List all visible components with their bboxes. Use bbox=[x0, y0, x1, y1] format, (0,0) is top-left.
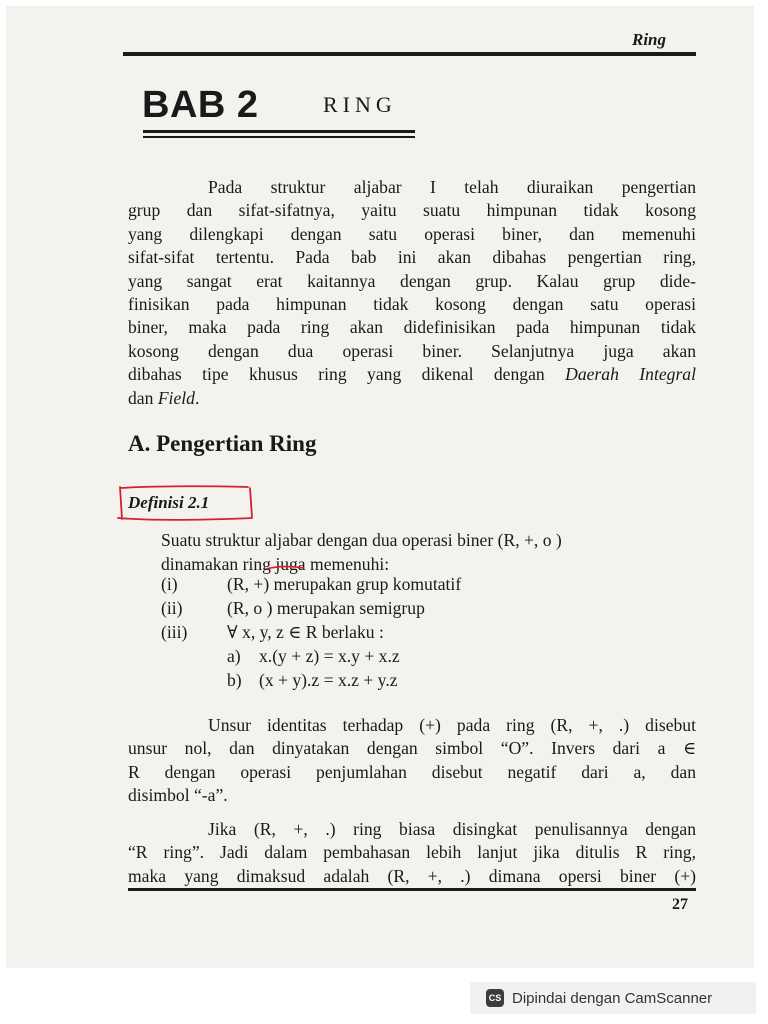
chapter-rule-thick bbox=[143, 130, 415, 133]
camscanner-icon: CS bbox=[486, 989, 504, 1007]
item-text: (R, o ) merupakan semigrup bbox=[227, 598, 425, 618]
term-daerah-integral: Daerah Integral bbox=[565, 364, 696, 385]
intro-paragraph bbox=[128, 176, 696, 410]
paragraph-line: disimbol “-a”. bbox=[128, 785, 228, 806]
paragraph-line: maka yang dimaksud adalah (R, +, .) dimana opersi biner (+) bbox=[128, 865, 696, 886]
intro-line: dan Field. bbox=[128, 387, 200, 408]
intro-line: grup dan sifat-sifatnya, yaitu suatu himpunan tidak kosong bbox=[128, 200, 696, 221]
definition-line: dinamakan ring juga memenuhi: bbox=[161, 553, 390, 574]
paragraph-line: R dengan operasi penjumlahan disebut negatif dari a, dan bbox=[128, 761, 696, 782]
item-number: (iii) bbox=[161, 622, 188, 642]
item-number: (ii) bbox=[161, 598, 183, 618]
camscanner-text: Dipindai dengan CamScanner bbox=[512, 989, 713, 1007]
chapter-number: BAB 2 bbox=[142, 84, 259, 126]
definition-line: Suatu struktur aljabar dengan dua operasi biner (R, +, o ) bbox=[161, 530, 562, 550]
definition-label: Definisi 2.1 bbox=[128, 493, 210, 512]
paragraph-line: unsur nol, dan dinyatakan dengan simbol “O”. Invers dari a ∈ bbox=[128, 738, 696, 759]
intro-line: kosong dengan dua operasi biner. Selanjutnya juga akan bbox=[128, 340, 696, 361]
paragraph-line: “R ring”. Jadi dalam pembahasan lebih lanjut jika ditulis R ring, bbox=[128, 842, 696, 863]
intro-line: yang sangat erat kaitannya dengan grup. Kalau grup dide- bbox=[128, 270, 696, 291]
header-rule bbox=[123, 52, 696, 56]
subitem-text: x.(y + z) = x.y + x.z bbox=[259, 646, 400, 666]
subitem-text: (x + y).z = x.z + y.z bbox=[259, 670, 398, 690]
paragraph-line: Unsur identitas terhadap (+) pada ring (R, +, .) disebut bbox=[208, 715, 696, 735]
running-header-title: Ring bbox=[632, 30, 667, 49]
camscanner-watermark bbox=[470, 982, 756, 1014]
notation-paragraph bbox=[128, 818, 696, 888]
term-field: Field bbox=[157, 387, 195, 408]
paragraph-line: Jika (R, +, .) ring biasa disingkat penulisannya dengan bbox=[208, 819, 696, 839]
intro-line: biner, maka pada ring akan didefinisikan pada himpunan tidak bbox=[128, 317, 696, 338]
section-heading: A. Pengertian Ring bbox=[128, 431, 317, 456]
footer-rule bbox=[128, 888, 696, 891]
identity-paragraph bbox=[128, 714, 696, 808]
item-number: (i) bbox=[161, 574, 178, 594]
chapter-rule-thin bbox=[143, 136, 415, 138]
subitem-letter: b) bbox=[227, 670, 242, 690]
ring-underline-annotation bbox=[265, 564, 305, 572]
page-number: 27 bbox=[672, 896, 688, 913]
chapter-title: RING bbox=[323, 92, 397, 117]
item-text: (R, +) merupakan grup komutatif bbox=[227, 574, 462, 594]
intro-line: Pada struktur aljabar I telah diuraikan pengertian bbox=[208, 177, 696, 197]
item-text: ∀ x, y, z ∈ R berlaku : bbox=[227, 622, 384, 642]
subitem-letter: a) bbox=[227, 646, 241, 666]
intro-line: dibahas tipe khusus ring yang dikenal dengan Daerah Integral bbox=[128, 364, 696, 385]
intro-line: sifat-sifat tertentu. Pada bab ini akan dibahas pengertian ring, bbox=[128, 247, 696, 268]
intro-line: yang dilengkapi dengan satu operasi biner, dan memenuhi bbox=[128, 223, 696, 244]
intro-line: finisikan pada himpunan tidak kosong dengan satu operasi bbox=[128, 294, 696, 315]
definition-body bbox=[161, 529, 681, 576]
